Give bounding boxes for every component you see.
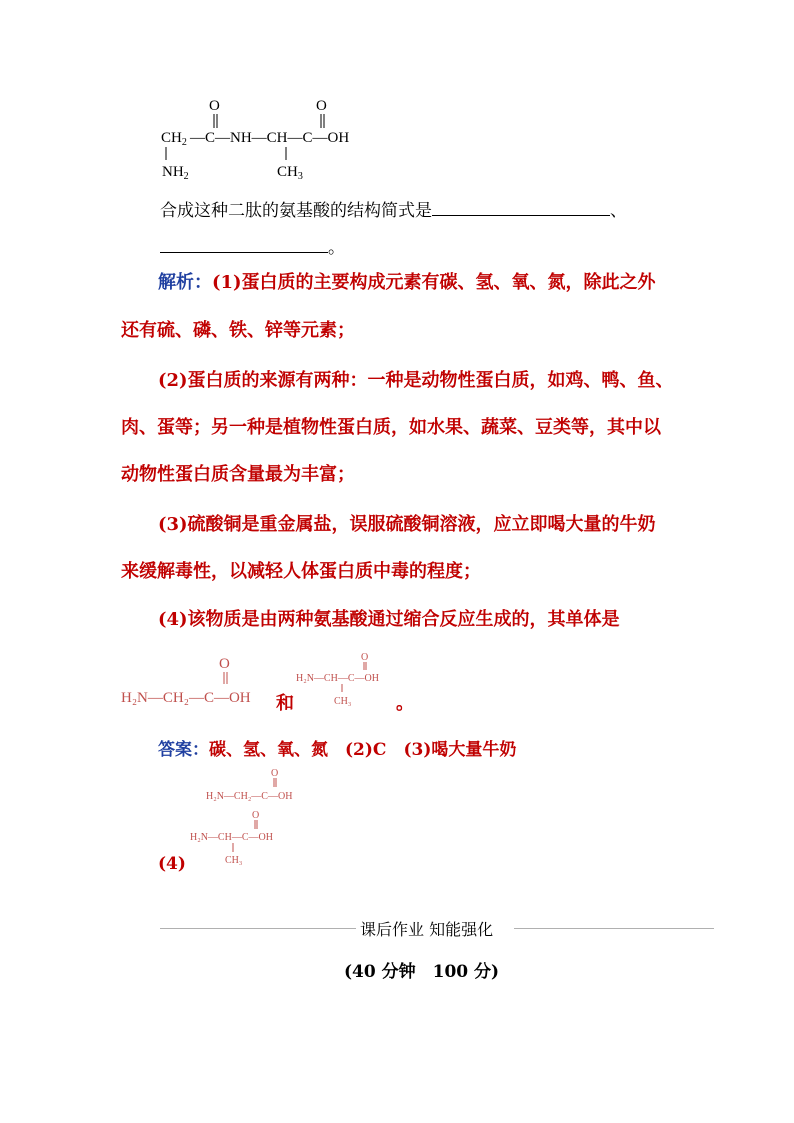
mono2-ch3: CH₃ (334, 696, 352, 707)
ch3-group: $CH_3$ (277, 164, 303, 182)
analysis-p3-line2: 来缓解毒性，以减轻人体蛋白质中毒的程度； (121, 561, 481, 582)
mono2-oxygen: O (361, 652, 369, 663)
answer-line (158, 735, 516, 760)
analysis-p2-line1: (2)蛋白质的来源有两种：一种是动物性蛋白质，如鸡、鸭、鱼、 (158, 370, 674, 391)
question-prompt (160, 196, 627, 221)
nh2-group: $NH_2$ (162, 164, 189, 182)
s2-chain: H₂N—CH—C—OH (190, 832, 273, 843)
answer-structure-1 (204, 764, 324, 806)
analysis-p3-line1: (3)硫酸铜是重金属盐，误服硫酸铜溶液，应立即喝大量的牛奶 (158, 514, 656, 535)
section-time: (40 分钟 100 分) (344, 962, 500, 982)
peptide-chain: —C—NH—CH—C—OH (190, 130, 350, 146)
answer-blank-1[interactable] (432, 214, 610, 216)
analysis-p2-line3: 动物性蛋白质含量最为丰富； (121, 464, 355, 485)
s1-oxygen: O (271, 768, 279, 779)
and-word: 和 (276, 693, 294, 714)
answer-blank-2[interactable] (160, 251, 328, 253)
analysis-p1-line2: 还有硫、磷、铁、锌等元素； (121, 320, 355, 341)
analysis-p2-line2: 肉、蛋等；另一种是植物性蛋白质，如水果、蔬菜、豆类等，其中以 (121, 417, 661, 438)
answer-structure-2 (188, 808, 308, 868)
dipeptide-structure (158, 94, 388, 184)
answer-text: 碳、氢、氧、氮 (2)C (3)喝大量牛奶 (209, 740, 517, 760)
s1-chain: H₂N—CH₂—C—OH (206, 791, 293, 802)
prompt-text: 合成这种二肽的氨基酸的结构简式是 (160, 201, 432, 221)
analysis-end-mark: 。 (396, 693, 414, 714)
divider-left (160, 928, 356, 929)
mono1-oxygen: O (219, 656, 230, 672)
monomer-alanine (294, 648, 404, 710)
answer-item-4: (4) (158, 854, 186, 874)
separator-mark: 、 (610, 201, 627, 221)
monomer-glycine (118, 652, 278, 712)
analysis-p4-line1: (4)该物质是由两种氨基酸通过缩合反应生成的，其单体是 (158, 609, 620, 630)
section-title: 课后作业 知能强化 (360, 920, 494, 939)
analysis-p1: 解析：(1)蛋白质的主要构成元素有碳、氢、氧、氮，除此之外 (158, 272, 656, 293)
ch2-group: $CH_2$ (161, 130, 187, 148)
mono1-chain: H₂N—CH₂—C—OH (121, 690, 251, 706)
divider-right (514, 928, 714, 929)
answer-label: 答案： (158, 740, 209, 760)
s2-oxygen: O (252, 810, 260, 821)
end-mark: 。 (328, 238, 345, 258)
mono2-chain: H₂N—CH—C—OH (296, 673, 379, 684)
analysis-label: 解析： (158, 272, 212, 293)
s2-ch3: CH₃ (225, 855, 243, 866)
carbonyl-o-1: O (209, 98, 220, 114)
carbonyl-o-2: O (316, 98, 327, 114)
question-second-line (160, 233, 345, 258)
